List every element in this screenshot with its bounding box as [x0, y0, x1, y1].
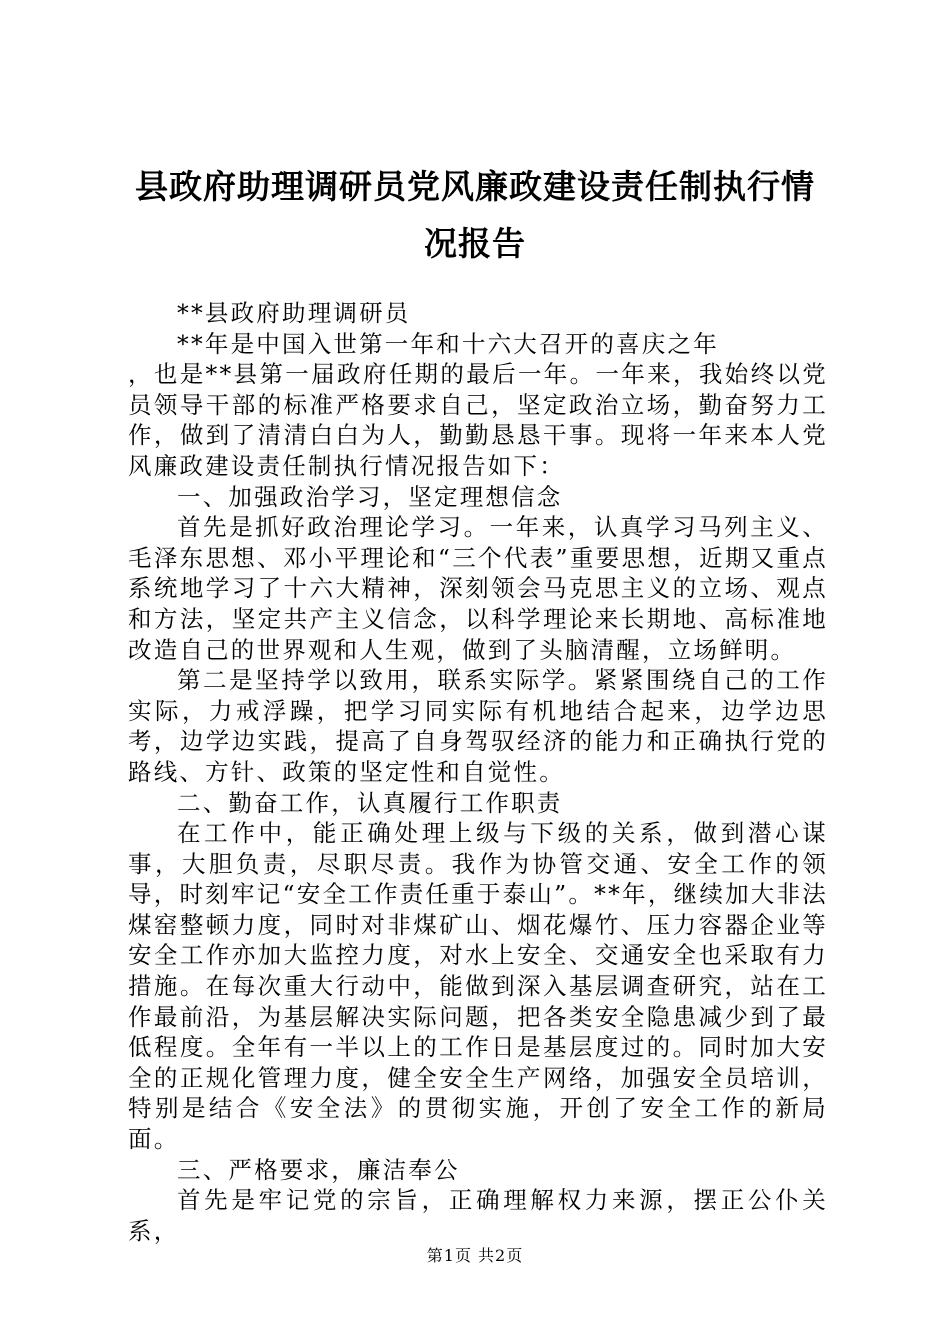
- section-heading: 二、勤奋工作，认真履行工作职责: [177, 788, 563, 817]
- paragraph: 首先是抓好政治理论学习。一年来，认真学习马列主义、毛泽东思想、邓小平理论和“三个代表”重要思想，近期又重点系统地学习了十六大精神，深刻领会马克思主义的立场、观点和方法，坚定共产主义信念，以科学理论来长期地、高标准地改造自己的世界观和人生观，做到了头脑清醒，立场鲜明。: [128, 513, 828, 664]
- section-heading: 一、加强政治学习，坚定理想信念: [177, 482, 563, 511]
- paragraph: 首先是牢记党的宗旨，正确理解权力来源，摆正公仆关系，: [128, 1186, 828, 1245]
- paragraph: **年是中国入世第一年和十六大召开的喜庆之年: [177, 329, 719, 358]
- paragraph: **县政府助理调研员: [177, 299, 411, 327]
- document-title-line-1: 县政府助理调研员党风廉政建设责任制执行情: [135, 167, 815, 206]
- document-title-line-2: 况报告: [424, 224, 526, 263]
- document-body: [128, 298, 828, 1246]
- paragraph: 在工作中，能正确处理上级与下级的关系，做到潜心谋事，大胆负责，尽职尽责。我作为协管交通、安全工作的领导，时刻牢记“安全工作责任重于泰山”。**年，继续加大非法煤窑整顿力度，同时对非煤矿山、烟花爆竹、压力容器企业等安全工作亦加大监控力度，对水上安全、交通安全也采取有力措施。在每次重大行动中，能做到深入基层调查研究，站在工作最前沿，为基层解决实际问题，把各类安全隐患减少到了最低程度。全年有一半以上的工作日是基层度过的。同时加大安全的正规化管理力度，健全安全生产网络，加强安全员培训，特别是结合《安全法》的贯彻实施，开创了安全工作的新局面。: [128, 819, 828, 1154]
- section-heading: 三、严格要求，廉洁奉公: [177, 1155, 460, 1184]
- paragraph: 第二是坚持学以致用，联系实际学。紧紧围绕自己的工作实际，力戒浮躁，把学习同实际有机地结合起来，边学边思考，边学边实践，提高了自身驾驭经济的能力和正确执行党的路线、方针、政策的坚定性和自觉性。: [128, 666, 828, 786]
- page-number-footer: 第1页 共2页: [426, 1246, 524, 1265]
- paragraph: ，也是**县第一届政府任期的最后一年。一年来，我始终以党员领导干部的标准严格要求自己，坚定政治立场，勤奋努力工作，做到了清清白白为人，勤勤恳恳干事。现将一年来本人党风廉政建设责任制执行情况报告如下：: [128, 360, 828, 480]
